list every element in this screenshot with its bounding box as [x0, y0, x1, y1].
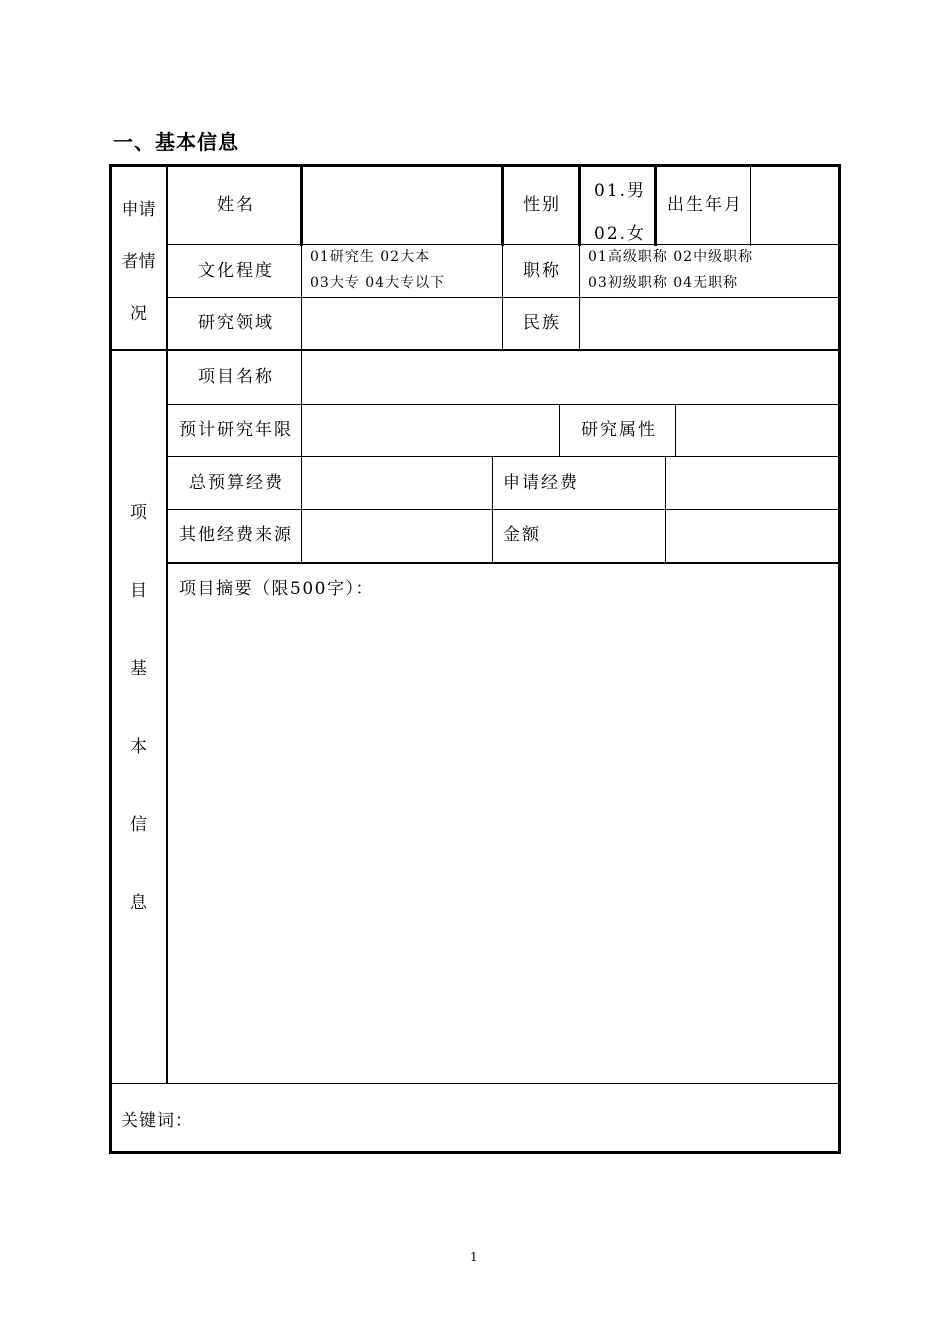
- ethnicity-label: 民族: [523, 313, 561, 333]
- table-border-bottom: [109, 1151, 841, 1154]
- amount-label: 金额: [503, 525, 541, 545]
- name-field[interactable]: [303, 167, 501, 244]
- col-line: [502, 244, 503, 350]
- gender-option-female[interactable]: 02.女: [594, 224, 647, 244]
- research-years-input[interactable]: [302, 405, 559, 456]
- requested-funds-label: 申请经费: [503, 473, 579, 493]
- project-name-input[interactable]: [302, 351, 838, 404]
- col-line: [578, 164, 581, 246]
- job-title-options-line2[interactable]: 03初级职称 04无职称: [588, 275, 739, 291]
- total-budget-input[interactable]: [302, 457, 492, 509]
- project-side-label-2: 目: [130, 581, 147, 601]
- project-side-label-5: 信: [130, 815, 147, 835]
- total-budget-label: 总预算经费: [189, 473, 284, 493]
- job-title-options-line1[interactable]: 01高级职称 02中级职称: [588, 249, 754, 265]
- project-side-label-3: 基: [130, 659, 147, 679]
- amount-input[interactable]: [666, 510, 838, 562]
- project-side-label-4: 本: [130, 737, 147, 757]
- keywords-label: 关键词：: [121, 1111, 193, 1131]
- applicant-side-label-3: 况: [130, 304, 147, 324]
- abstract-label: 项目摘要（限500字）：: [179, 579, 374, 599]
- keywords-input[interactable]: [200, 1086, 836, 1149]
- abstract-textarea[interactable]: [168, 604, 838, 1082]
- education-options-line1[interactable]: 01研究生 02大本: [310, 249, 431, 265]
- section-divider: [109, 1083, 841, 1084]
- project-name-label: 项目名称: [198, 367, 274, 387]
- research-field-label: 研究领域: [198, 313, 274, 333]
- page-number: 1: [470, 1250, 478, 1264]
- education-options-line2[interactable]: 03大专 04大专以下: [310, 275, 446, 291]
- project-side-label-6: 息: [130, 893, 147, 913]
- col-line: [492, 456, 493, 563]
- requested-funds-input[interactable]: [666, 457, 838, 509]
- applicant-side-label-2: 者情: [121, 252, 156, 272]
- project-side-label-1: 项: [130, 503, 147, 523]
- gender-option-male[interactable]: 01.男: [594, 181, 647, 201]
- other-funding-source-input[interactable]: [302, 510, 492, 562]
- gender-label: 性别: [523, 195, 561, 215]
- name-label: 姓名: [217, 195, 255, 215]
- section-heading: 一、基本信息: [113, 130, 239, 154]
- research-years-label: 预计研究年限: [179, 420, 293, 440]
- table-border-right: [838, 164, 841, 1154]
- research-field-input[interactable]: [302, 298, 502, 349]
- research-attribute-label: 研究属性: [581, 420, 657, 440]
- applicant-side-label-1: 申请: [121, 200, 156, 220]
- other-funding-source-label: 其他经费来源: [179, 525, 293, 545]
- col-line: [654, 164, 657, 246]
- col-line: [559, 404, 560, 457]
- birth-label: 出生年月: [667, 195, 743, 215]
- birth-field[interactable]: [751, 167, 838, 244]
- research-attribute-input[interactable]: [676, 405, 838, 456]
- job-title-label: 职称: [523, 261, 561, 281]
- education-label: 文化程度: [198, 261, 274, 281]
- ethnicity-input[interactable]: [580, 298, 838, 349]
- col-line: [501, 164, 504, 246]
- section-divider: [166, 562, 841, 564]
